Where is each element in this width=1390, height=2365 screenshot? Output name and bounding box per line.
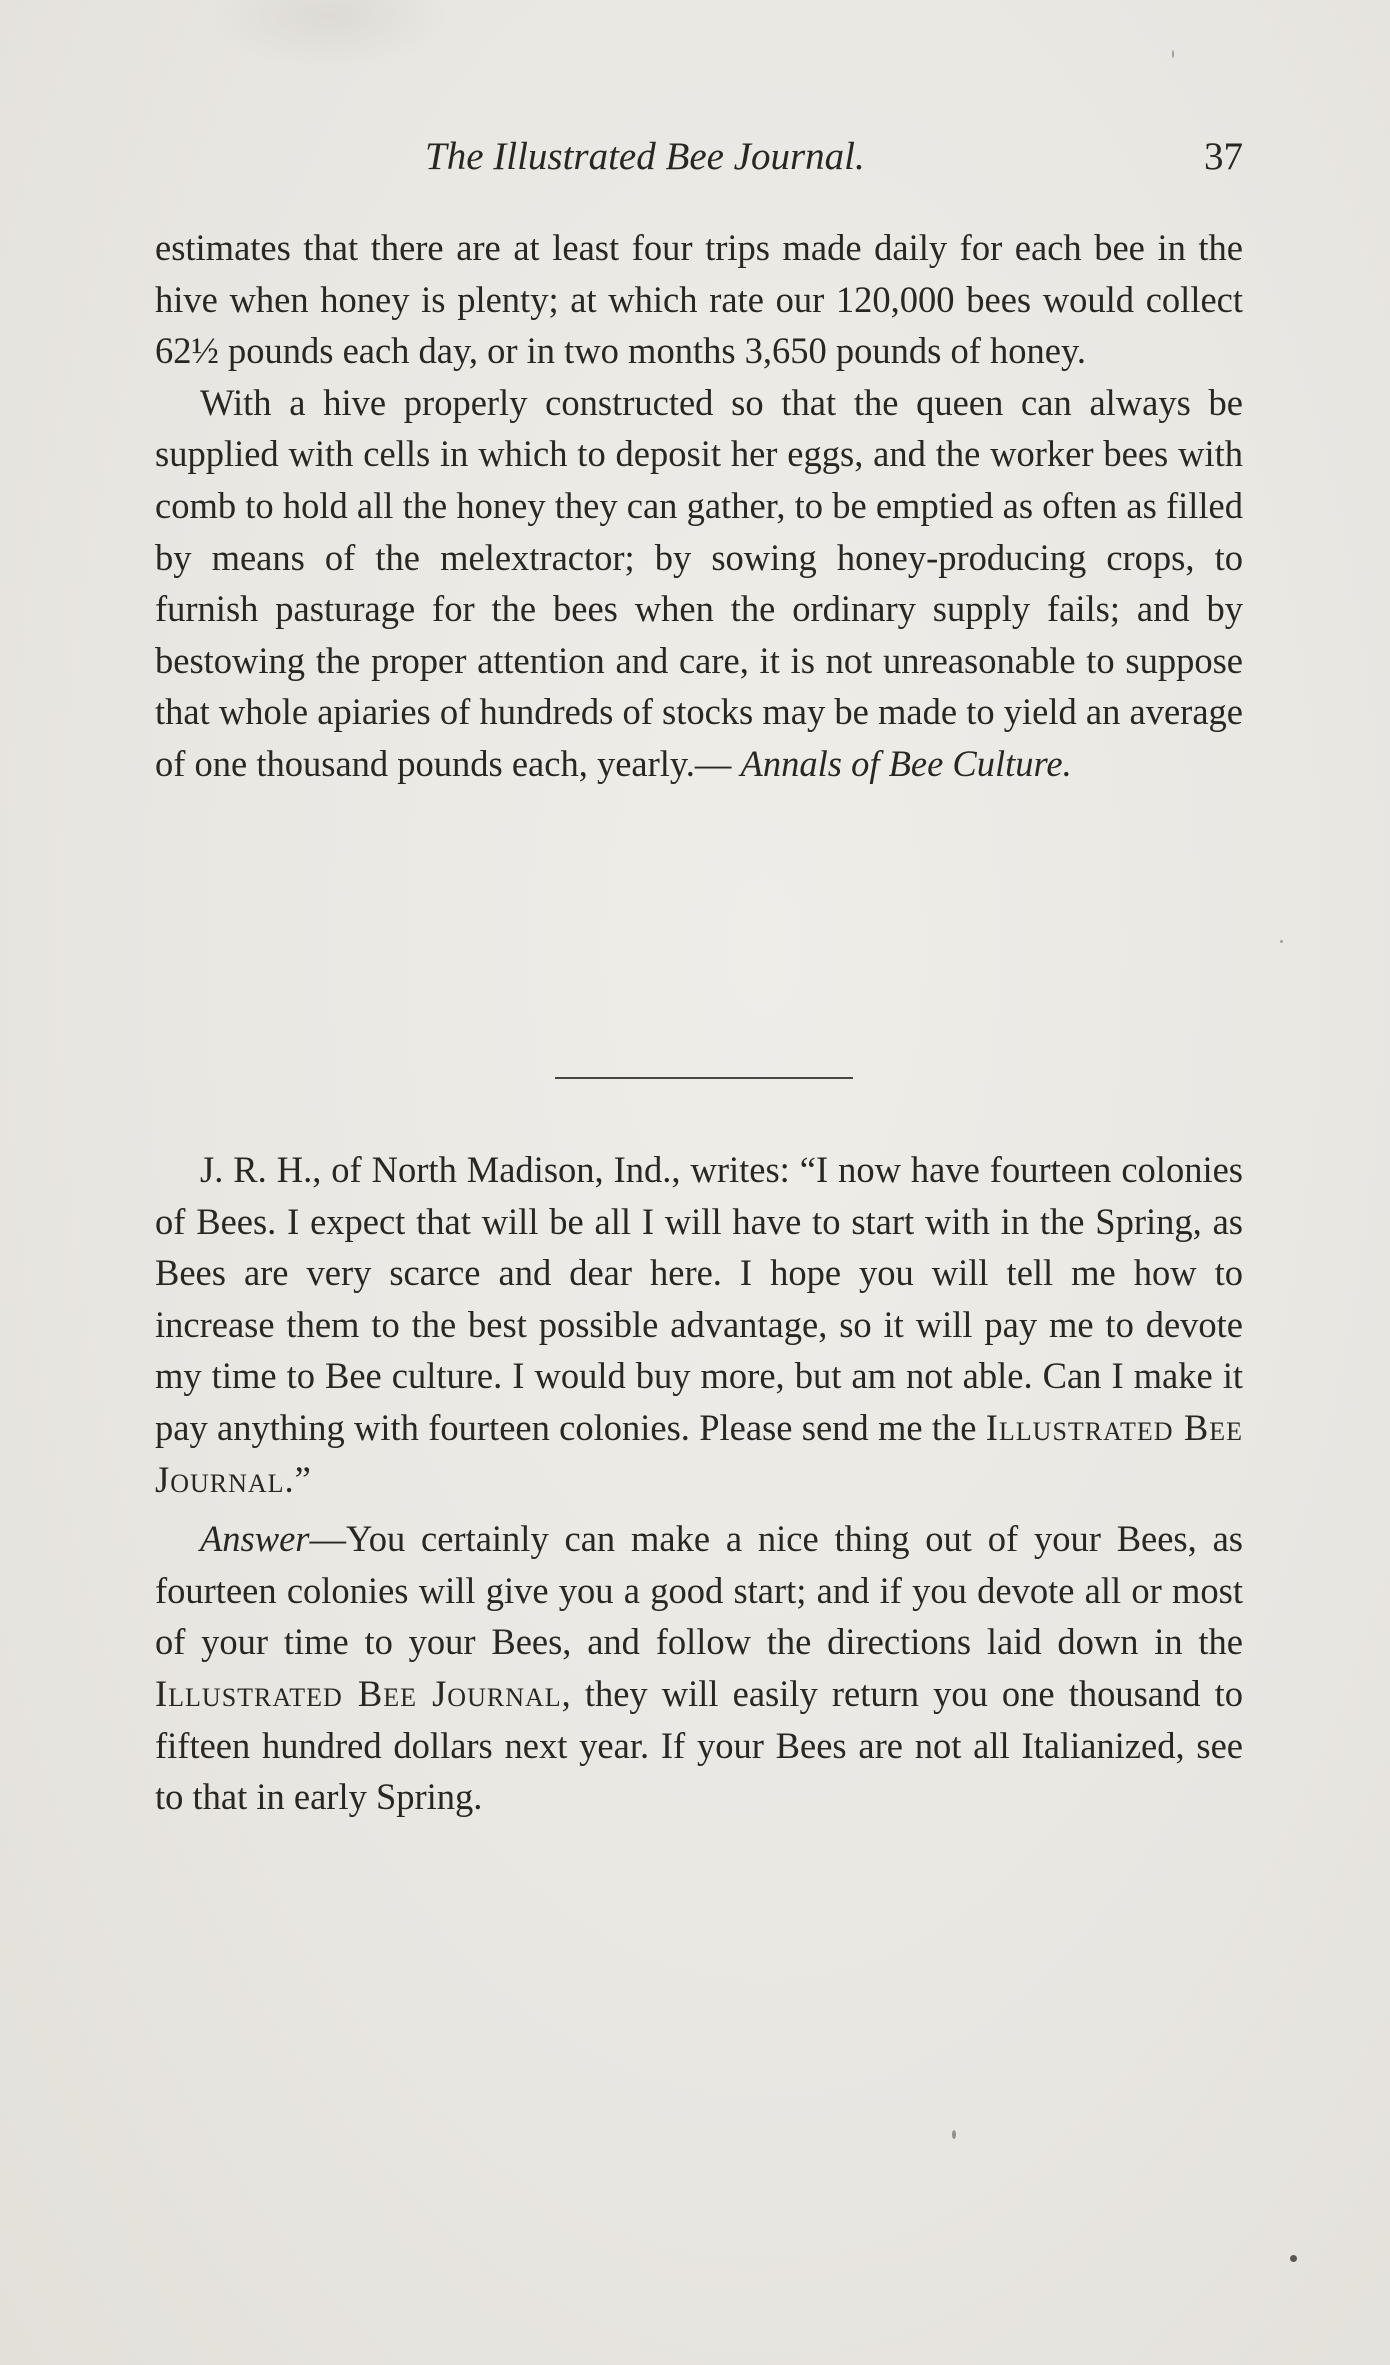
citation: Annals of Bee Culture. — [740, 742, 1072, 784]
paper-speck — [952, 2130, 956, 2139]
paper-speck — [1172, 50, 1174, 58]
answer-text-1: —You certainly can make a nice thing out of your Bees, as fourteen colonies will give you a good start; and if you devote all or most of your time to your Bees, and follow the directions laid down in the — [155, 1518, 1243, 1663]
page-header — [155, 134, 1243, 184]
article-correspondence — [155, 1144, 1243, 1823]
letter-journal-name: Illustrated Bee Journal. — [155, 1406, 1243, 1500]
answer-journal-name: Illustrated Bee Journal — [155, 1672, 562, 1714]
letter-text: J. R. H., of North Madison, Ind., writes: “I now have fourteen colonies of Bees. I expect that will be all I will have to start with in the Spring, as Bees are very scarce and dear here. I hope you will tell me how to increase them to the best possible advantage, so it will pay me to devote my time to Bee culture. I would buy more, but am not able. Can I make it pay anything with fourteen colonies. Please send me the — [155, 1149, 1243, 1448]
paper-speck — [1280, 940, 1283, 943]
answer-text-2: , they will easily return you one thousand to fifteen hundred dollars next year. If your Bees are not all Italianized, see to that in early Spring. — [155, 1672, 1243, 1818]
letter-close-quote: ” — [294, 1458, 311, 1500]
section-divider — [555, 1077, 853, 1079]
paragraph-letter — [155, 1144, 1243, 1505]
paragraph-honey-estimate: estimates that there are at least four trips made daily for each bee in the hive when honey is plenty; at which rate our 120,000 bees would collect 62½ pounds each day, or in two months 3,650 pounds of honey. — [155, 227, 1243, 372]
paragraph-answer — [155, 1513, 1243, 1823]
paragraph-hive-text: With a hive properly constructed so that the queen can always be supplied with cells in which to deposit her eggs, and the worker bees with comb to hold all the honey they can gather, to be emptied as often as filled by means of the melextractor; by sowing honey-producing crops, to furnish pasturage for the bees when the ordinary supply fails; and by bestowing the proper attention and care, it is not unreasonable to suppose that whole apiaries of hundreds of stocks may be made to yield an average of one thousand pounds each, yearly.— — [155, 381, 1243, 784]
answer-label: Answer — [200, 1518, 310, 1560]
paper-speck — [1290, 2255, 1297, 2262]
paragraph-hive-construction — [155, 377, 1243, 790]
page-number: 37 — [1204, 135, 1243, 178]
running-title: The Illustrated Bee Journal. — [425, 135, 865, 178]
article-annals-excerpt — [155, 222, 1243, 790]
page-stain — [210, 0, 450, 70]
